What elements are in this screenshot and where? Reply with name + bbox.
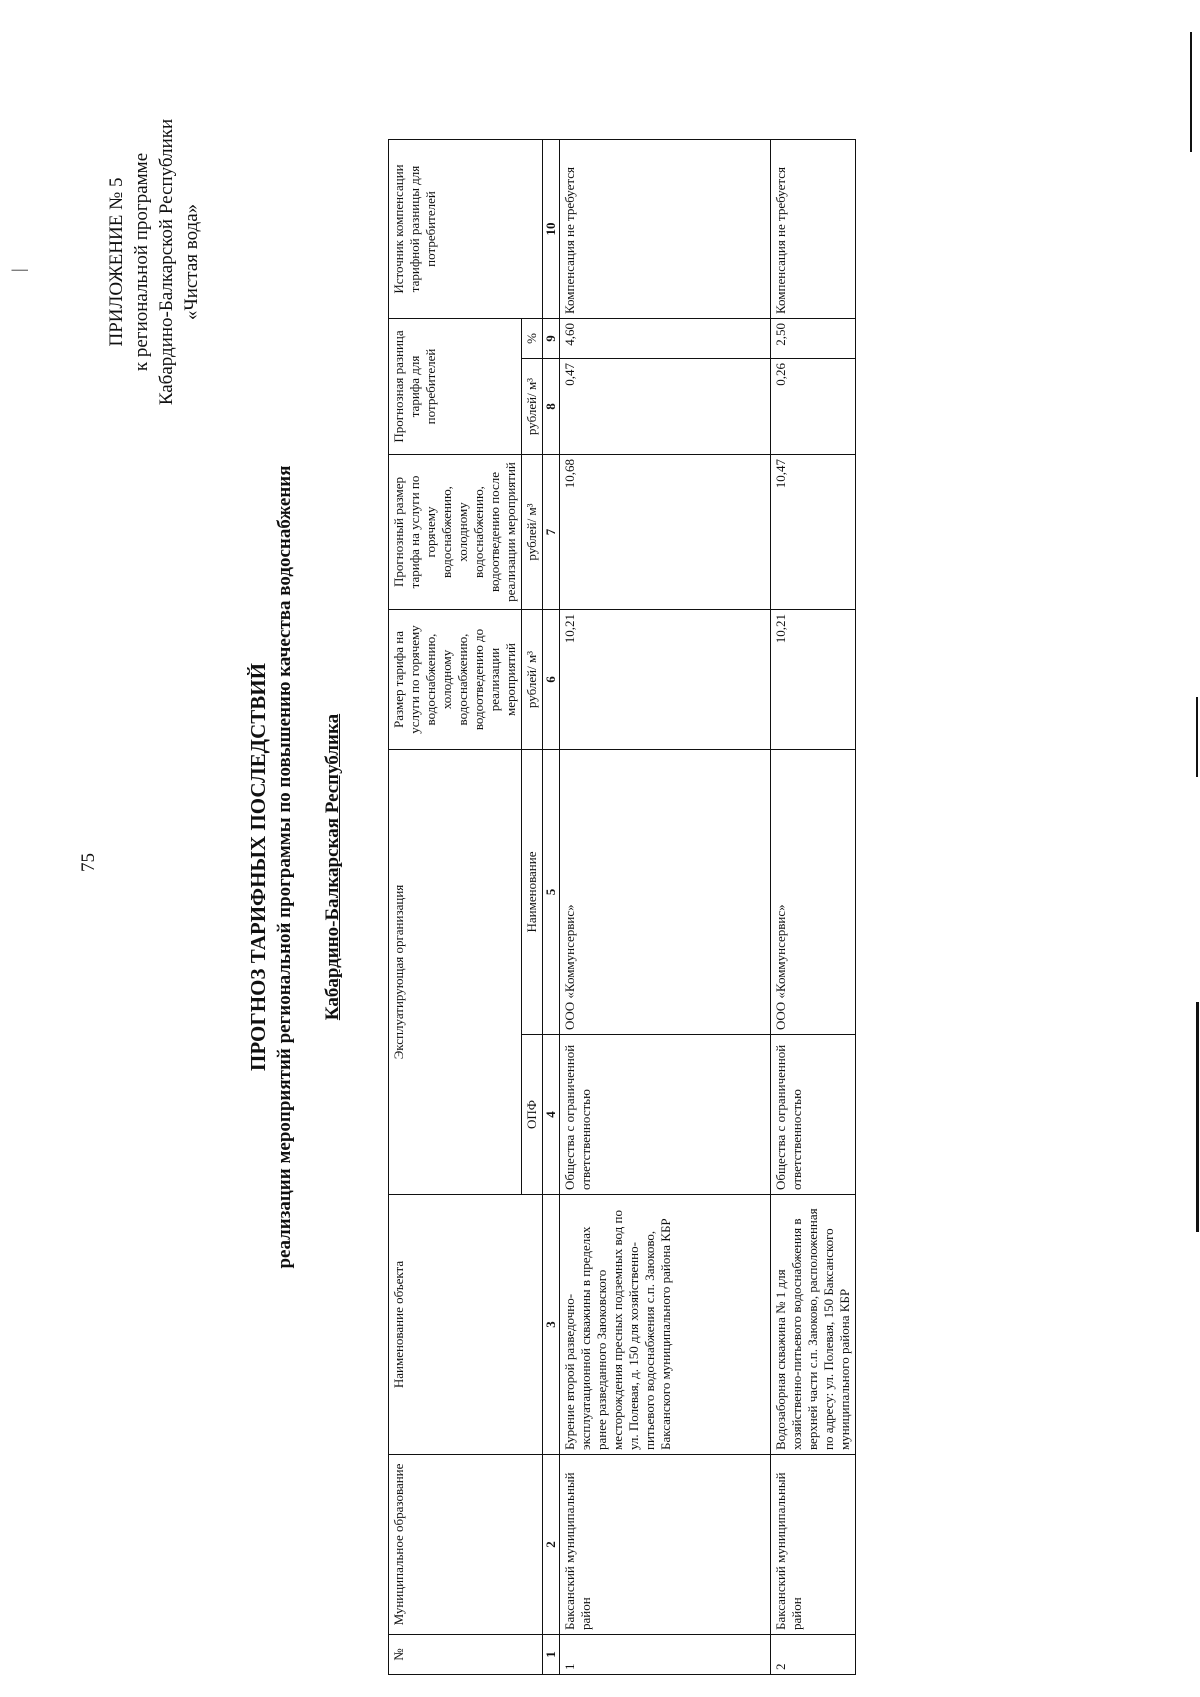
column-number: 10 [543,139,560,318]
subheader-name: Наименование [522,750,543,1035]
header-object-name: Наименование объекта [389,1195,543,1455]
cell-opf: Общества с ограниченной ответственностью [771,1035,856,1195]
scan-artifact-bar [1190,32,1192,152]
header-operator: Эксплуатирующая организация [389,750,522,1195]
cell-compensation: Компенсация не требуется [771,139,856,318]
column-number: 2 [543,1455,560,1635]
cell-municipality: Баксанский муниципальный район [560,1455,771,1635]
subheader-unit: рублей/ м³ [522,455,543,610]
header-municipality: Муниципальное образование [389,1455,543,1635]
cell-object-name: Водозаборная скважина № 1 для хозяйственно-питьевого водоснабжения в верхней части с.п. Заюково, расположенная по адресу: ул. Полевая, 150 Баксанского муниципального района КБР [771,1195,856,1455]
cell-compensation: Компенсация не требуется [560,139,771,318]
cell-org-name: ООО «Коммунсервис» [771,750,856,1035]
cell-org-name: ООО «Коммунсервис» [560,750,771,1035]
column-number: 7 [543,455,560,610]
header-tariff-after: Прогнозный размер тарифа на услуги по горячему водоснабжению, холодному водоснабжению, водоотведению после реализации мероприятий [389,455,522,610]
subheader-unit: рублей/ м³ [522,359,543,455]
header-tariff-before: Размер тарифа на услуги по горячему водоснабжению, холодному водоснабжению, водоотведению до реализации мероприятий [389,610,522,750]
table-row [560,139,771,1674]
header-difference: Прогнозная разница тарифа для потребителей [389,318,522,454]
appendix-block [104,97,204,427]
cell-opf: Общества с ограниченной ответственностью [560,1035,771,1195]
column-number: 1 [543,1635,560,1675]
cell-tariff-after: 10,47 [771,455,856,610]
column-number: 3 [543,1195,560,1455]
column-number: 9 [543,318,560,358]
header-no: № [389,1635,543,1675]
cell-diff-rub: 0,26 [771,359,856,455]
table-header-row [389,139,522,1674]
column-number: 4 [543,1035,560,1195]
header-compensation-source: Источник компенсации тарифной разницы для потребителей [389,139,543,318]
cell-tariff-after: 10,68 [560,455,771,610]
appendix-line: Кабардино-Балкарской Республики [156,118,177,406]
table-row [771,139,856,1674]
region-heading: Кабардино-Балкарская Республика [322,713,343,1021]
subheader-opf: ОПФ [522,1035,543,1195]
cell-diff-pct: 2,50 [771,318,856,358]
cell-diff-rub: 0,47 [560,359,771,455]
column-number: 6 [543,610,560,750]
document-title: ПРОГНОЗ ТАРИФНЫХ ПОСЛЕДСТВИЙ [246,663,270,1071]
scan-artifact-bar [1196,1002,1199,1232]
column-number: 8 [543,359,560,455]
cell-no: 2 [771,1635,856,1675]
cell-diff-pct: 4,60 [560,318,771,358]
appendix-line: ПРИЛОЖЕНИЕ № 5 [106,177,127,347]
appendix-line: к региональной программе [131,152,152,372]
cell-no: 1 [560,1635,771,1675]
cell-tariff-before: 10,21 [771,610,856,750]
cell-municipality: Баксанский муниципальный район [771,1455,856,1635]
scan-artifact-bar [1196,697,1198,777]
column-number-row [543,139,560,1674]
margin-mark: | [8,268,28,272]
page-number: 75 [78,853,99,872]
cell-tariff-before: 10,21 [560,610,771,750]
document-subtitle: реализации мероприятий региональной программы по повышению качества водоснабжения [274,465,295,1269]
subheader-unit: рублей/ м³ [522,610,543,750]
subheader-percent: % [522,318,543,358]
cell-object-name: Бурение второй разведочно-эксплуатационной скважины в пределах ранее разведанного Заюковского месторождения пресных подземных вод по ул. Полевая, д. 150 для хозяйственно-питьевого водоснабжения с.п. Заюково, Баксанского муниципального района КБР [560,1195,771,1455]
column-number: 5 [543,750,560,1035]
appendix-line: «Чистая вода» [181,203,202,321]
tariff-table [388,139,856,1675]
